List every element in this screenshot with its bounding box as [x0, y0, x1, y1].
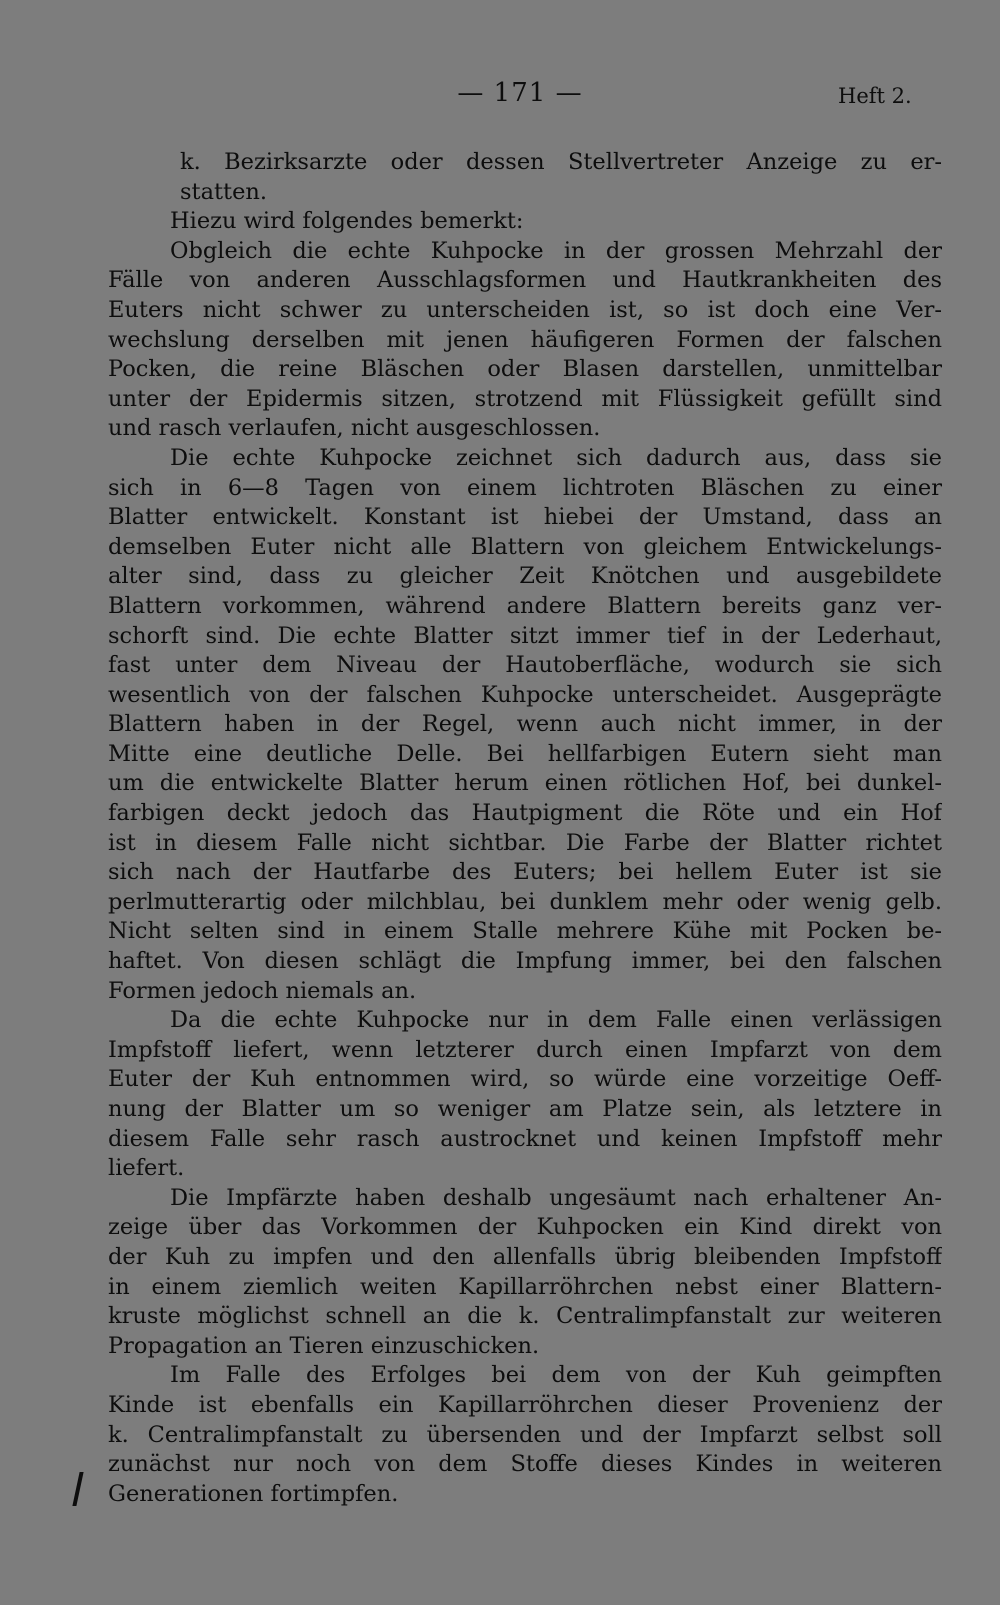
text-line: demselben Euter nicht alle Blattern von gleichem Entwickelungs-: [108, 533, 942, 560]
text-line: um die entwickelte Blatter herum einen rötlichen Hof, bei dunkel-: [108, 770, 942, 797]
text-line: Impfstoff liefert, wenn letzterer durch einen Impfarzt von dem: [108, 1036, 942, 1063]
text-line: zeige über das Vorkommen der Kuhpocken ein Kind direkt von: [108, 1214, 942, 1241]
text-line: der Kuh zu impfen und den allenfalls übrig bleibenden Impfstoff: [108, 1243, 942, 1270]
text-line: wechslung derselben mit jenen häufigeren Formen der falschen: [108, 326, 942, 353]
text-line: statten.: [180, 178, 268, 205]
text-line: Pocken, die reine Bläschen oder Blasen darstellen, unmittelbar: [108, 356, 942, 383]
text-line: perlmutterartig oder milchblau, bei dunklem mehr oder wenig gelb.: [108, 888, 942, 915]
text-line: Kinde ist ebenfalls ein Kapillarröhrchen dieser Provenienz der: [108, 1391, 942, 1418]
text-line: sich nach der Hautfarbe des Euters; bei hellem Euter ist sie: [108, 859, 942, 886]
text-line: Obgleich die echte Kuhpocke in der grossen Mehrzahl der: [170, 237, 942, 264]
text-line: Generationen fortimpfen.: [108, 1480, 399, 1507]
text-line: schorft sind. Die echte Blatter sitzt immer tief in der Lederhaut,: [108, 622, 942, 649]
text-line: Mitte eine deutliche Delle. Bei hellfarbigen Eutern sieht man: [108, 740, 942, 767]
text-line: haftet. Von diesen schlägt die Impfung immer, bei den falschen: [108, 948, 942, 975]
text-line: liefert.: [108, 1155, 185, 1182]
text-line: k. Bezirksarzte oder dessen Stellvertreter Anzeige zu er-: [180, 149, 942, 175]
page-number: — 171 —: [457, 78, 583, 108]
text-line: Blattern haben in der Regel, wenn auch nicht immer, in der: [108, 711, 942, 738]
text-line: diesem Falle sehr rasch austrocknet und keinen Impfstoff mehr: [108, 1125, 942, 1152]
text-line: Hiezu wird folgendes bemerkt:: [170, 208, 524, 235]
text-line: Blatter entwickelt. Konstant ist hiebei der Umstand, dass an: [108, 504, 942, 531]
text-line: sich in 6—8 Tagen von einem lichtroten Bläschen zu einer: [108, 474, 942, 501]
issue-label: Heft 2.: [838, 84, 912, 108]
text-line: Blattern vorkommen, während andere Blattern bereits ganz ver-: [108, 592, 942, 619]
body-text: [108, 148, 942, 1509]
text-line: Da die echte Kuhpocke nur in dem Falle einen verlässigen: [170, 1007, 942, 1034]
text-line: Im Falle des Erfolges bei dem von der Kuh geimpften: [170, 1362, 942, 1389]
text-line: und rasch verlaufen, nicht ausgeschlossen.: [108, 415, 601, 442]
text-line: Die echte Kuhpocke zeichnet sich dadurch aus, dass sie: [170, 444, 942, 471]
text-line: ist in diesem Falle nicht sichtbar. Die Farbe der Blatter richtet: [108, 829, 942, 856]
text-line: Formen jedoch niemals an.: [108, 977, 417, 1004]
text-line: Nicht selten sind in einem Stalle mehrere Kühe mit Pocken be-: [108, 918, 942, 945]
text-line: wesentlich von der falschen Kuhpocke unterscheidet. Ausgeprägte: [108, 681, 942, 708]
margin-mark: [72, 1472, 83, 1506]
text-line: nung der Blatter um so weniger am Platze sein, als letztere in: [108, 1096, 942, 1122]
text-line: fast unter dem Niveau der Hautoberfläche, wodurch sie sich: [108, 652, 942, 679]
text-line: Euter der Kuh entnommen wird, so würde eine vorzeitige Oeff-: [108, 1066, 942, 1093]
text-line: unter der Epidermis sitzen, strotzend mit Flüssigkeit gefüllt sind: [108, 385, 942, 412]
text-line: farbigen deckt jedoch das Hautpigment die Röte und ein Hof: [108, 800, 942, 827]
text-line: kruste möglichst schnell an die k. Centralimpfanstalt zur weiteren: [108, 1303, 942, 1330]
text-line: zunächst nur noch von dem Stoffe dieses Kindes in weiteren: [108, 1451, 942, 1478]
page-header: [0, 78, 1000, 118]
text-line: Die Impfärzte haben deshalb ungesäumt nach erhaltener An-: [170, 1184, 942, 1211]
text-line: Propagation an Tieren einzuschicken.: [108, 1332, 540, 1359]
text-line: k. Centralimpfanstalt zu übersenden und der Impfarzt selbst soll: [108, 1421, 942, 1448]
text-line: in einem ziemlich weiten Kapillarröhrchen nebst einer Blattern-: [108, 1273, 942, 1300]
text-line: Euters nicht schwer zu unterscheiden ist, so ist doch eine Ver-: [108, 296, 942, 323]
text-line: alter sind, dass zu gleicher Zeit Knötchen und ausgebildete: [108, 563, 942, 590]
text-line: Fälle von anderen Ausschlagsformen und Hautkrankheiten des: [108, 267, 942, 294]
